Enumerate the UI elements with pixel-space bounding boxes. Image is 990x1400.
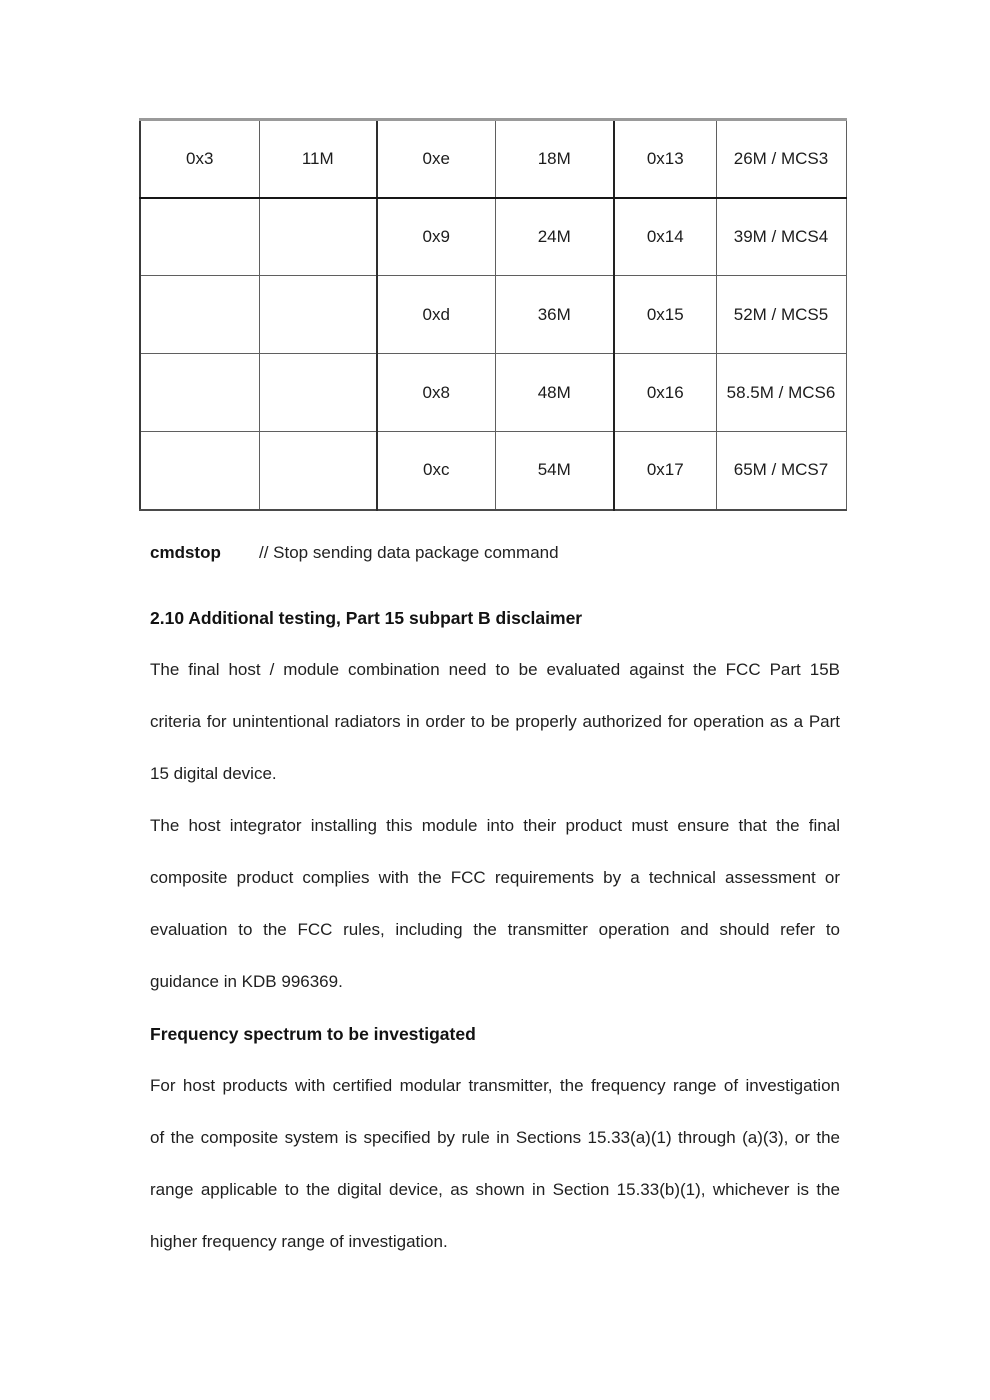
table-cell: 0xe bbox=[377, 120, 495, 198]
text-line: For host products with certified modular transmitter, the frequency range of investigation bbox=[150, 1076, 840, 1095]
section-heading: 2.10 Additional testing, Part 15 subpart B disclaimer bbox=[150, 608, 583, 628]
text-line: guidance in KDB 996369. bbox=[150, 972, 343, 991]
text-line: of the composite system is specified by rule in Sections 15.33(a)(1) through (a)(3), or the bbox=[150, 1128, 840, 1147]
table-row bbox=[140, 276, 846, 354]
table-cell: 0x9 bbox=[377, 198, 495, 276]
table-cell: 0x3 bbox=[140, 120, 259, 198]
text-line: The host integrator installing this module into their product must ensure that the final bbox=[150, 816, 840, 835]
subsection-heading: Frequency spectrum to be investigated bbox=[150, 1024, 476, 1044]
paragraph-3 bbox=[150, 1060, 840, 1268]
paragraph-2 bbox=[150, 800, 840, 1008]
table-row bbox=[140, 354, 846, 432]
table-cell: 0x8 bbox=[377, 354, 495, 432]
table-cell: 48M bbox=[495, 354, 614, 432]
command-comment: // Stop sending data package command bbox=[259, 543, 559, 562]
table-cell: 26M / MCS3 bbox=[716, 120, 846, 198]
command-keyword: cmdstop bbox=[150, 543, 221, 562]
table-cell bbox=[259, 276, 377, 354]
table-row bbox=[140, 120, 846, 198]
table-cell: 0x14 bbox=[614, 198, 716, 276]
table-cell bbox=[140, 198, 259, 276]
table-row bbox=[140, 198, 846, 276]
table-cell: 65M / MCS7 bbox=[716, 432, 846, 510]
table-cell bbox=[259, 432, 377, 510]
table-cell: 52M / MCS5 bbox=[716, 276, 846, 354]
table-cell: 0x16 bbox=[614, 354, 716, 432]
text-line: higher frequency range of investigation. bbox=[150, 1232, 448, 1251]
table-cell bbox=[259, 198, 377, 276]
table-cell: 58.5M / MCS6 bbox=[716, 354, 846, 432]
table-cell bbox=[140, 432, 259, 510]
text-line: 15 digital device. bbox=[150, 764, 277, 783]
table-cell: 39M / MCS4 bbox=[716, 198, 846, 276]
table-cell: 54M bbox=[495, 432, 614, 510]
text-line: The final host / module combination need to be evaluated against the FCC Part 15B bbox=[150, 660, 840, 679]
table-cell: 0x17 bbox=[614, 432, 716, 510]
text-line: criteria for unintentional radiators in order to be properly authorized for operation as a Part bbox=[150, 712, 840, 731]
table-cell: 0x13 bbox=[614, 120, 716, 198]
text-line: evaluation to the FCC rules, including the transmitter operation and should refer to bbox=[150, 920, 840, 939]
paragraph-1 bbox=[150, 644, 840, 800]
document-body bbox=[150, 527, 840, 1268]
table-cell: 11M bbox=[259, 120, 377, 198]
text-line: range applicable to the digital device, as shown in Section 15.33(b)(1), whichever is the bbox=[150, 1180, 840, 1199]
table-cell: 0x15 bbox=[614, 276, 716, 354]
command-line bbox=[150, 527, 840, 579]
table-row bbox=[140, 432, 846, 510]
table-cell bbox=[259, 354, 377, 432]
data-rate-table bbox=[139, 118, 847, 511]
table-cell: 0xc bbox=[377, 432, 495, 510]
table-cell: 18M bbox=[495, 120, 614, 198]
table-cell: 24M bbox=[495, 198, 614, 276]
table-cell bbox=[140, 354, 259, 432]
table-cell: 0xd bbox=[377, 276, 495, 354]
table-cell: 36M bbox=[495, 276, 614, 354]
table-cell bbox=[140, 276, 259, 354]
text-line: composite product complies with the FCC requirements by a technical assessment or bbox=[150, 868, 840, 887]
